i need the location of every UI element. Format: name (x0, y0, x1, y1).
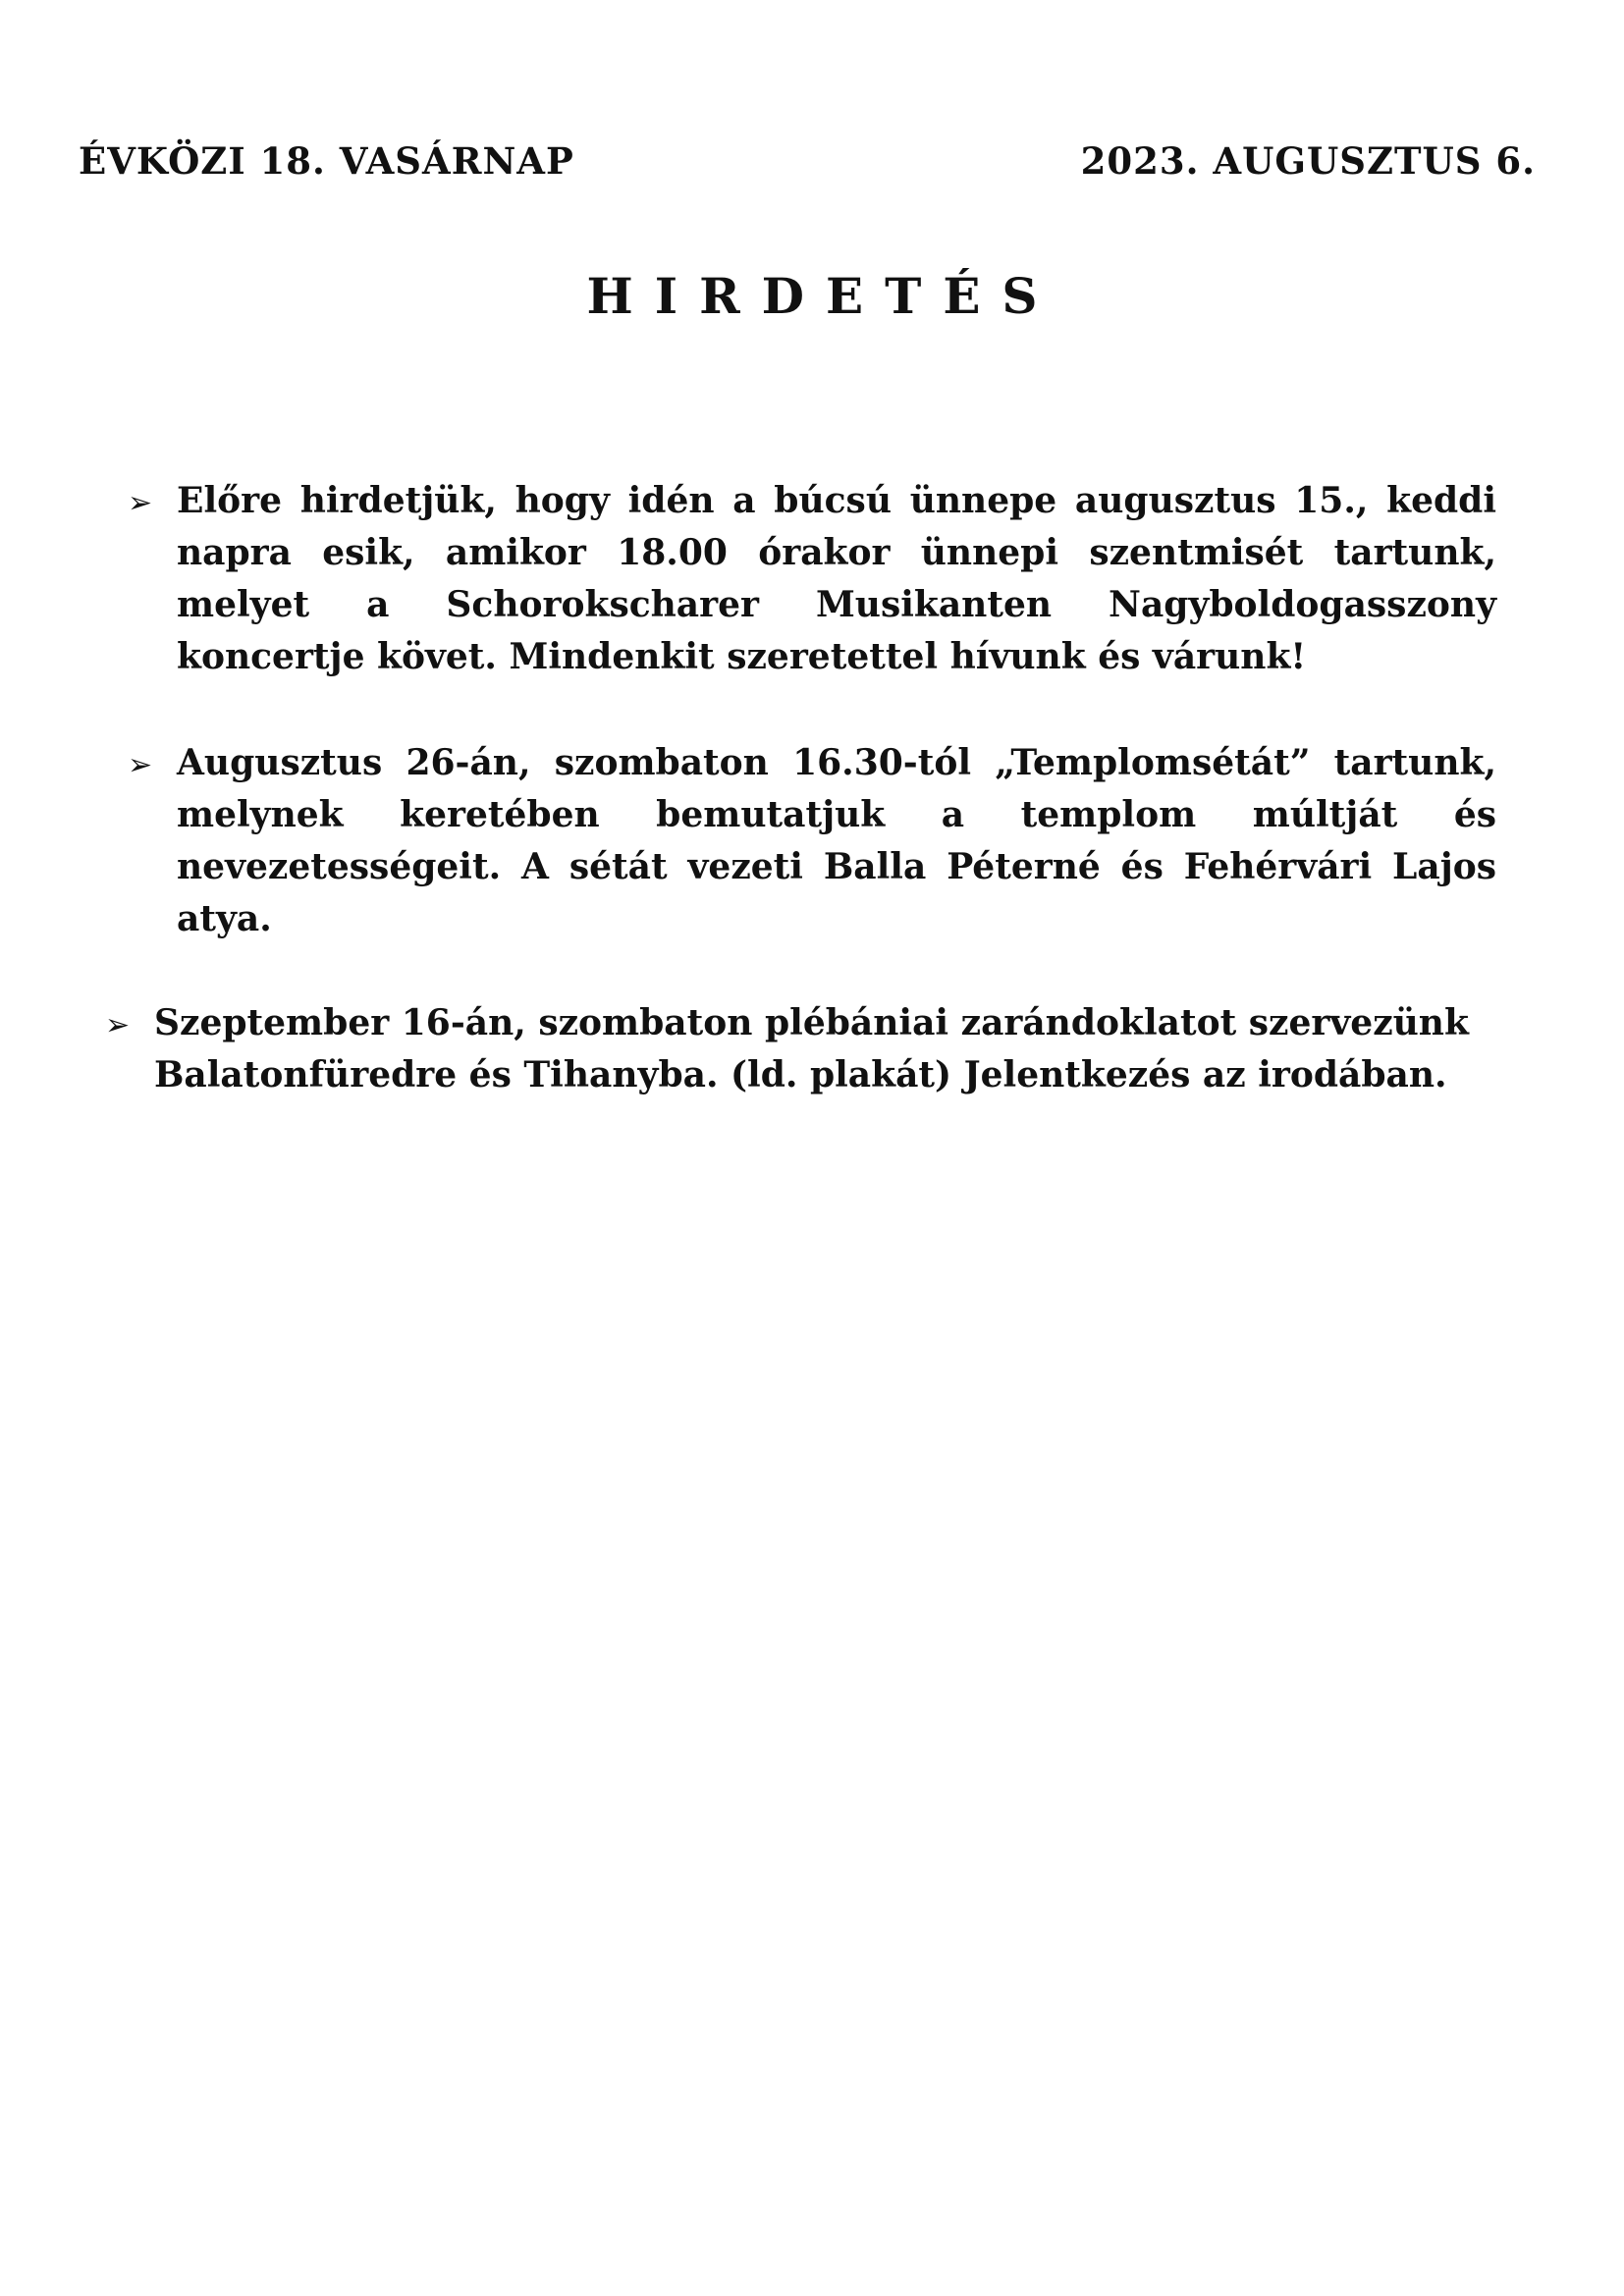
date-heading: 2023. AUGUSZTUS 6. (1080, 139, 1536, 183)
page-title: HIRDETÉS (586, 267, 1059, 325)
arrow-bullet-icon: ➢ (105, 1008, 131, 1042)
announcement-item: Szeptember 16-án, szombaton plébániai zarándoklatot szervezünk Balatonfüredre és Tihanyba. (ld. plakát) Jelentkezés az irodában. (154, 1002, 1469, 1095)
liturgical-day-heading: ÉVKÖZI 18. VASÁRNAP (79, 139, 574, 183)
announcement-item: Előre hirdetjük, hogy idén a búcsú ünnepe augusztus 15., keddi napra esik, amikor 18.00 órakor ünnepi szentmisét tartunk, melyet a Schorokscharer Musikanten Nagyboldogasszony koncertje követ. Mindenkit szeretettel hívunk és várunk! (177, 480, 1496, 677)
arrow-bullet-icon: ➢ (128, 748, 153, 782)
announcement-item: Augusztus 26-án, szombaton 16.30-tól „Templomsétát” tartunk, melynek keretében bemutatjuk a templom múltját és nevezetességeit. A sétát vezeti Balla Péterné és Fehérvári Lajos atya. (177, 742, 1496, 939)
arrow-bullet-icon: ➢ (128, 486, 153, 520)
